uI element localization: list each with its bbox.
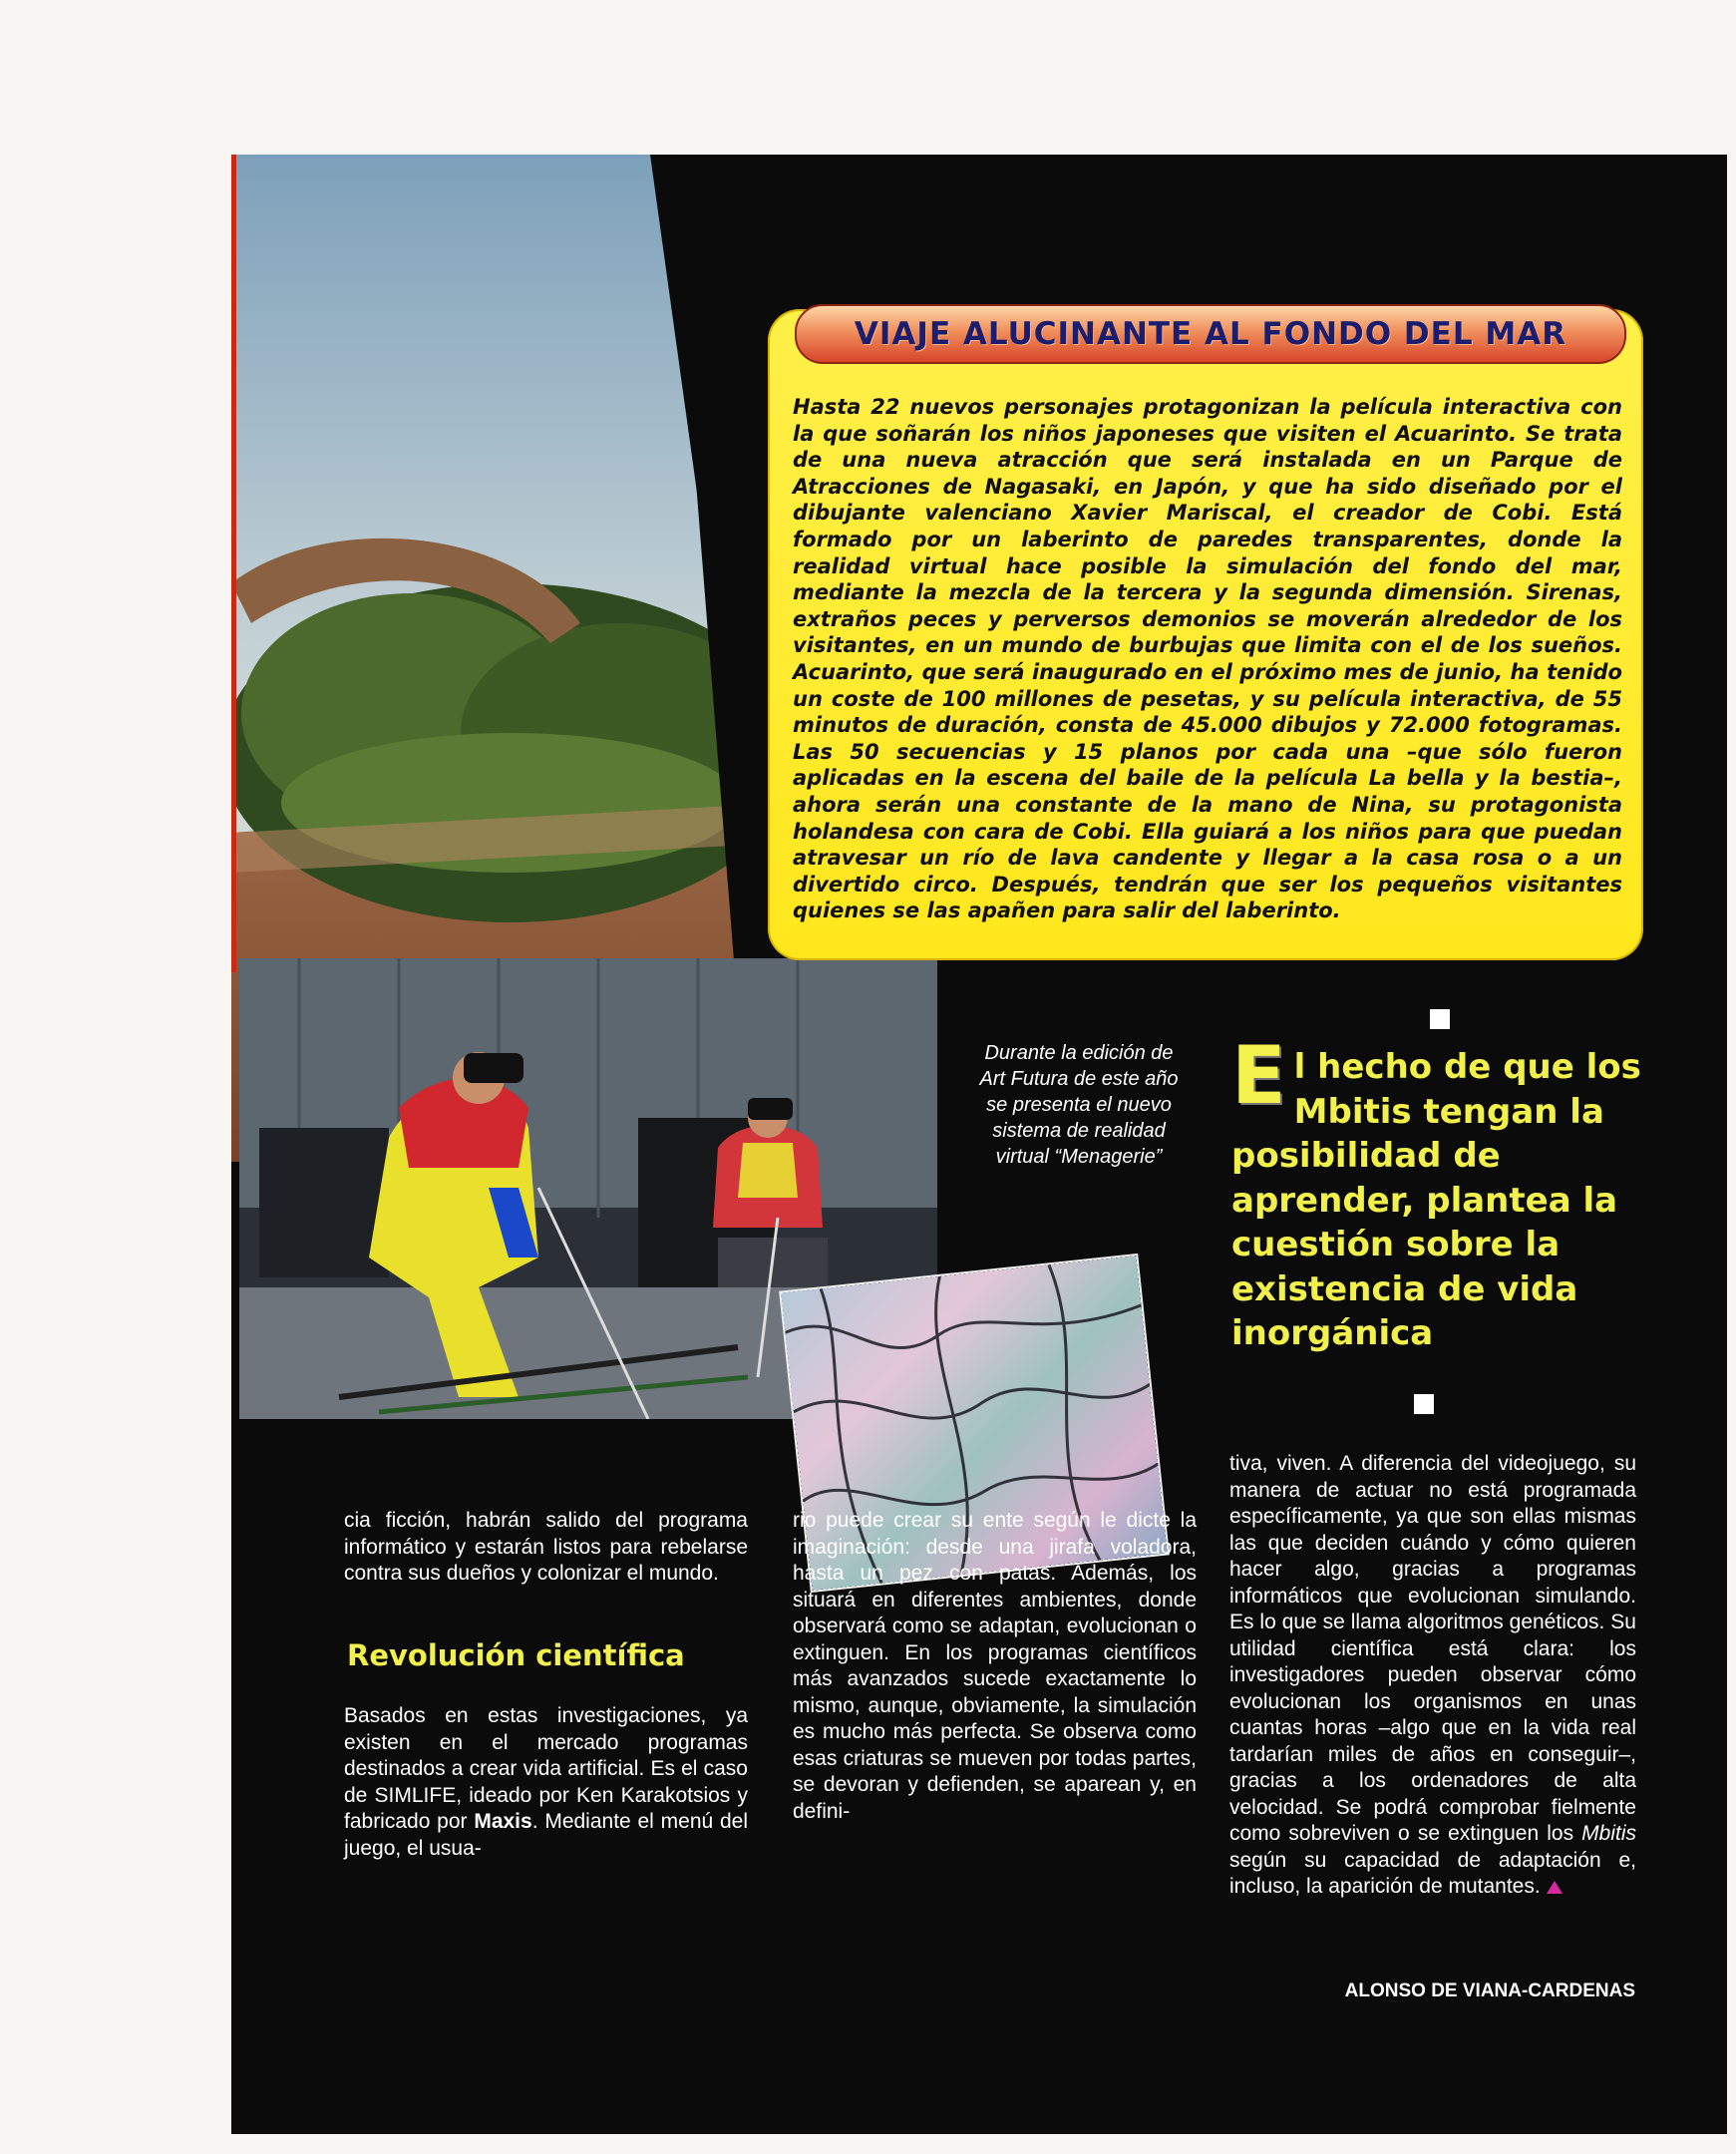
column-1-body bbox=[344, 1703, 748, 1862]
pull-quote-text: l hecho de que los Mbitis tengan la posibilidad de aprender, plantea la cuestión sobre la existencia de vida inorgánica bbox=[1231, 1047, 1641, 1353]
column-1-text-b: . Mediante el menú del juego, el usua- bbox=[344, 1810, 748, 1860]
pull-quote bbox=[1231, 1029, 1660, 1356]
column-3-text-a: tiva, viven. A diferencia del videojuego, su manera de actuar no está programada específicamente, ya que son ellas mismas las que deciden cuándo y cómo quieren hacer algo, gracias a programas informáticos que evolucionan simulando. Es lo que se llama algoritmos genéticos. Su utilidad científica está clara: los investigadores pueden observar cómo evolucionan los organismos en unas cuantas horas –algo que en la vida real tardarían miles de años en conseguir–, gracias a los ordenadores de alta velocidad. Se podrá comprobar fielmente como sobreviven o se extinguen los bbox=[1229, 1452, 1636, 1845]
column-3-body bbox=[1229, 1451, 1636, 1901]
bullet-square-bottom bbox=[1414, 1394, 1434, 1414]
section-heading: Revolución científica bbox=[347, 1638, 685, 1672]
column-3-text-b: según su capacidad de adaptación e, incluso, la aparición de mutantes. bbox=[1229, 1848, 1636, 1898]
author-byline: ALONSO DE VIANA-CARDENAS bbox=[1344, 1980, 1635, 2001]
drop-cap: E bbox=[1231, 1029, 1286, 1122]
column-1-text-a: Basados en estas investigaciones, ya existen en el mercado programas destinados a crear vida artificial. Es el caso de SIMLIFE, ideado por Ken Karakotsios y fabricado por bbox=[344, 1704, 748, 1833]
end-mark-icon bbox=[1547, 1881, 1562, 1894]
maxis-bold: Maxis bbox=[474, 1810, 532, 1833]
mbitis-italic: Mbitis bbox=[1581, 1822, 1636, 1845]
photo-caption: Durante la edición de Art Futura de este año se presenta el nuevo sistema de realidad virtual “Menagerie” bbox=[979, 1042, 1179, 1168]
sidebar-body-text: Hasta 22 nuevos personajes protagonizan la película interactiva con la que soñarán los niños japoneses que visiten el Acuarinto. Se trata de una nueva atracción que será instalada en un Parque de Atracciones de Nagasaki, en Japón, y que ha sido diseñado por el dibujante valenciano Xavier Mariscal, el creador de Cobi. Está formado por un laberinto de paredes transparentes, donde la realidad virtual hace posible la simulación del fondo del mar, mediante la mezcla de la tercera y la segunda dimensión. Sirenas, extraños peces y perversos demonios se moverán alrededor de los visitantes, en un mundo de burbujas que limita con el de los sueños. Acuarinto, que será inaugurado en el próximo mes de junio, ha tenido un coste de 100 millones de pesetas, y su película interactiva, de 55 minutos de duración, consta de 45.000 dibujos y 72.000 fotogramas. Las 50 secuencias y 15 planos por cada una –que sólo fueron aplicadas en la escena del baile de la película La bella y la bestia–, ahora serán una constante de la mano de Nina, su protagonista holandesa con cara de Cobi. Ella guiará a los niños para que puedan atravesar un río de lava candente y llegar a la casa rosa o a un divertido circo. Después, tendrán que ser los pequeños visitantes quienes se las apañen para salir del laberinto. bbox=[793, 395, 1622, 923]
bullet-square-top bbox=[1430, 1009, 1450, 1029]
column-2-body: rio puede crear su ente según le dicte la imaginación: desde una jirafa voladora, hasta un pez con patas. Además, los situará en diferentes ambientes, donde observará como se adaptan, evolucionan o extinguen. En los programas científicos más avanzados sucede exactamente lo mismo, aunque, obviamente, la simulación es mucho más perfecta. Se observa como esas criaturas se mueven por todas partes, se devoran y defienden, se aparean y, en defini- bbox=[793, 1509, 1197, 1823]
column-1-intro: cia ficción, habrán salido del programa informático y estarán listos para rebelarse contra sus dueños y colonizar el mundo. bbox=[344, 1509, 748, 1585]
sidebar-title-banner bbox=[795, 304, 1626, 364]
sidebar-title: VIAJE ALUCINANTE AL FONDO DEL MAR bbox=[854, 316, 1567, 352]
